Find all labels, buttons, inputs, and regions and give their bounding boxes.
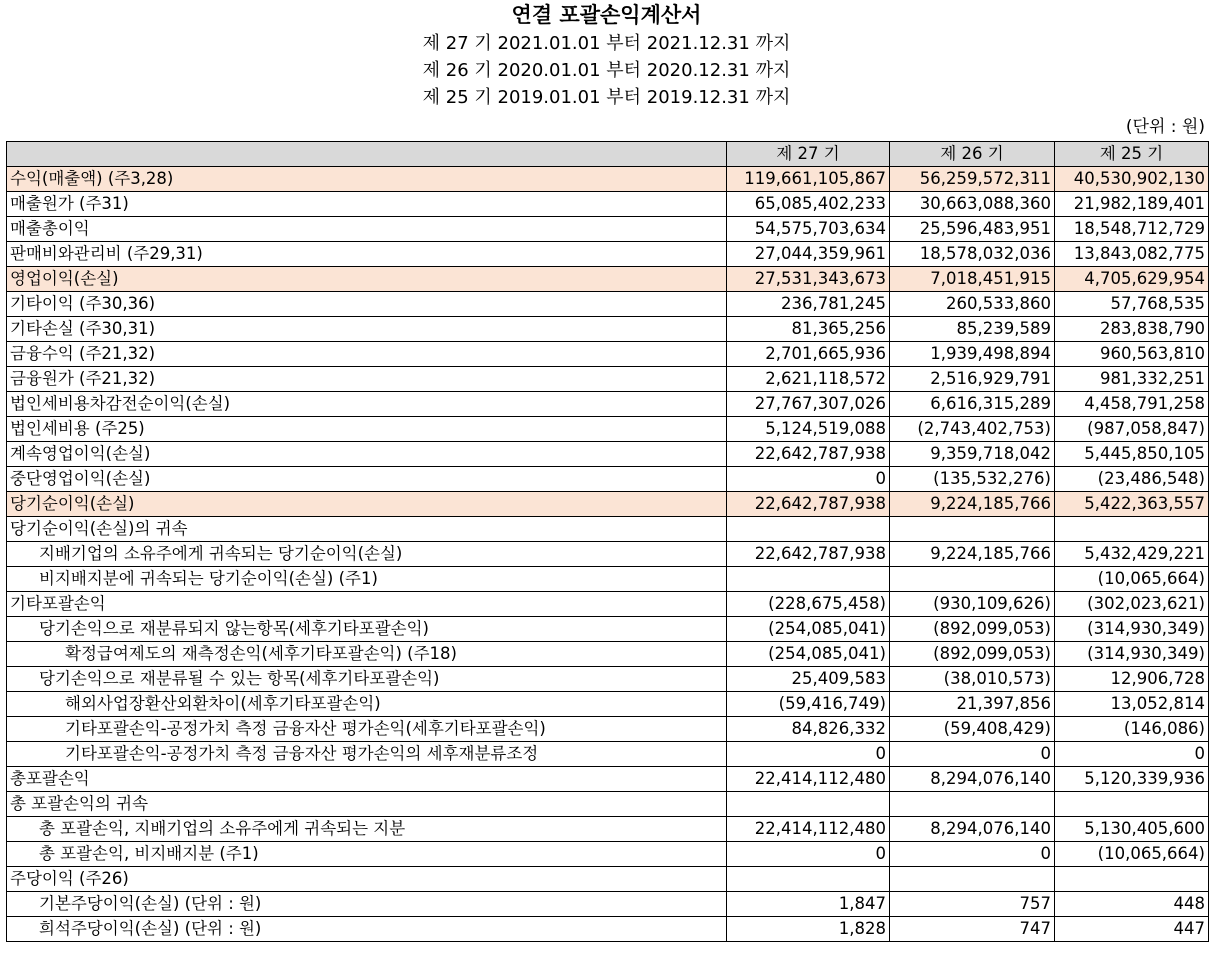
value-period-25: 981,332,251: [1055, 367, 1209, 392]
value-period-26: 9,359,718,042: [890, 442, 1055, 467]
value-period-27: 119,661,105,867: [727, 167, 890, 192]
value-period-25: [1055, 792, 1209, 817]
account-label: 중단영업이익(손실): [7, 467, 727, 492]
table-row: [7, 292, 1209, 317]
column-header-period-26: 제 26 기: [890, 142, 1055, 167]
value-period-27: 0: [727, 467, 890, 492]
table-row: [7, 367, 1209, 392]
value-period-26: (892,099,053): [890, 617, 1055, 642]
value-period-26: (59,408,429): [890, 717, 1055, 742]
table-row: [7, 592, 1209, 617]
value-period-27: 0: [727, 742, 890, 767]
column-header-account: [7, 142, 727, 167]
account-label: 비지배지분에 귀속되는 당기순이익(손실) (주1): [7, 567, 727, 592]
value-period-25: 13,052,814: [1055, 692, 1209, 717]
value-period-26: 8,294,076,140: [890, 817, 1055, 842]
table-row: [7, 767, 1209, 792]
value-period-25: 40,530,902,130: [1055, 167, 1209, 192]
table-row: [7, 192, 1209, 217]
table-row: [7, 242, 1209, 267]
value-period-25: (302,023,621): [1055, 592, 1209, 617]
value-period-26: (135,532,276): [890, 467, 1055, 492]
column-header-period-27: 제 27 기: [727, 142, 890, 167]
value-period-26: 85,239,589: [890, 317, 1055, 342]
value-period-26: (930,109,626): [890, 592, 1055, 617]
table-row: [7, 342, 1209, 367]
account-label: 희석주당이익(손실) (단위 : 원): [7, 917, 727, 942]
value-period-26: 757: [890, 892, 1055, 917]
value-period-26: (38,010,573): [890, 667, 1055, 692]
value-period-27: (254,085,041): [727, 642, 890, 667]
value-period-27: 65,085,402,233: [727, 192, 890, 217]
value-period-25: 4,705,629,954: [1055, 267, 1209, 292]
period-line-26: 제 26 기 2020.01.01 부터 2020.12.31 까지: [422, 60, 791, 81]
value-period-27: 22,414,112,480: [727, 817, 890, 842]
value-period-27: [727, 517, 890, 542]
value-period-25: 5,432,429,221: [1055, 542, 1209, 567]
account-label: 매출원가 (주31): [7, 192, 727, 217]
value-period-25: 21,982,189,401: [1055, 192, 1209, 217]
table-row: [7, 467, 1209, 492]
value-period-25: 5,445,850,105: [1055, 442, 1209, 467]
table-row: [7, 892, 1209, 917]
table-row: [7, 917, 1209, 942]
value-period-27: 1,828: [727, 917, 890, 942]
table-row: [7, 217, 1209, 242]
period-line-25: 제 25 기 2019.01.01 부터 2019.12.31 까지: [422, 87, 791, 108]
value-period-27: 27,531,343,673: [727, 267, 890, 292]
value-period-27: 84,826,332: [727, 717, 890, 742]
value-period-26: 747: [890, 917, 1055, 942]
account-label: 금융원가 (주21,32): [7, 367, 727, 392]
value-period-26: 25,596,483,951: [890, 217, 1055, 242]
account-label: 당기순이익(손실): [7, 492, 727, 517]
value-period-27: [727, 867, 890, 892]
value-period-25: 18,548,712,729: [1055, 217, 1209, 242]
table-row: [7, 642, 1209, 667]
value-period-26: 0: [890, 842, 1055, 867]
value-period-25: 13,843,082,775: [1055, 242, 1209, 267]
account-label: 총 포괄손익, 지배기업의 소유주에게 귀속되는 지분: [7, 817, 727, 842]
value-period-26: 2,516,929,791: [890, 367, 1055, 392]
value-period-27: 0: [727, 842, 890, 867]
value-period-25: 960,563,810: [1055, 342, 1209, 367]
account-label: 영업이익(손실): [7, 267, 727, 292]
value-period-27: 236,781,245: [727, 292, 890, 317]
account-label: 기타포괄손익: [7, 592, 727, 617]
value-period-26: 7,018,451,915: [890, 267, 1055, 292]
value-period-27: 2,621,118,572: [727, 367, 890, 392]
value-period-26: 9,224,185,766: [890, 492, 1055, 517]
value-period-26: [890, 867, 1055, 892]
column-header-period-25: 제 25 기: [1055, 142, 1209, 167]
value-period-25: 5,130,405,600: [1055, 817, 1209, 842]
value-period-27: [727, 567, 890, 592]
table-row: [7, 392, 1209, 417]
account-label: 수익(매출액) (주3,28): [7, 167, 727, 192]
value-period-27: (254,085,041): [727, 617, 890, 642]
table-row: [7, 167, 1209, 192]
account-label: 확정급여제도의 재측정손익(세후기타포괄손익) (주18): [7, 642, 727, 667]
value-period-26: (2,743,402,753): [890, 417, 1055, 442]
table-row: [7, 417, 1209, 442]
unit-label: (단위 : 원): [1125, 117, 1205, 137]
account-label: 총포괄손익: [7, 767, 727, 792]
table-row: [7, 667, 1209, 692]
table-row: [7, 842, 1209, 867]
account-label: 당기손익으로 재분류되지 않는항목(세후기타포괄손익): [7, 617, 727, 642]
account-label: 해외사업장환산외환차이(세후기타포괄손익): [7, 692, 727, 717]
value-period-26: 21,397,856: [890, 692, 1055, 717]
value-period-26: [890, 792, 1055, 817]
account-label: 기타포괄손익-공정가치 측정 금융자산 평가손익의 세후재분류조정: [7, 742, 727, 767]
value-period-27: 22,642,787,938: [727, 492, 890, 517]
account-label: 기본주당이익(손실) (단위 : 원): [7, 892, 727, 917]
table-row: [7, 692, 1209, 717]
value-period-25: [1055, 867, 1209, 892]
value-period-27: 2,701,665,936: [727, 342, 890, 367]
table-row: [7, 317, 1209, 342]
account-label: 계속영업이익(손실): [7, 442, 727, 467]
value-period-27: 54,575,703,634: [727, 217, 890, 242]
value-period-27: 22,642,787,938: [727, 442, 890, 467]
account-label: 기타포괄손익-공정가치 측정 금융자산 평가손익(세후기타포괄손익): [7, 717, 727, 742]
value-period-26: [890, 517, 1055, 542]
account-label: 당기손익으로 재분류될 수 있는 항목(세후기타포괄손익): [7, 667, 727, 692]
value-period-25: (10,065,664): [1055, 567, 1209, 592]
value-period-26: 8,294,076,140: [890, 767, 1055, 792]
value-period-26: (892,099,053): [890, 642, 1055, 667]
value-period-26: 18,578,032,036: [890, 242, 1055, 267]
period-line-27: 제 27 기 2021.01.01 부터 2021.12.31 까지: [422, 33, 791, 54]
value-period-25: 12,906,728: [1055, 667, 1209, 692]
value-period-25: (314,930,349): [1055, 642, 1209, 667]
account-label: 법인세비용 (주25): [7, 417, 727, 442]
account-label: 판매비와관리비 (주29,31): [7, 242, 727, 267]
table-row: [7, 442, 1209, 467]
value-period-27: 81,365,256: [727, 317, 890, 342]
value-period-26: 56,259,572,311: [890, 167, 1055, 192]
account-label: 당기순이익(손실)의 귀속: [7, 517, 727, 542]
value-period-25: 4,458,791,258: [1055, 392, 1209, 417]
table-row: [7, 542, 1209, 567]
value-period-26: 0: [890, 742, 1055, 767]
value-period-25: 5,422,363,557: [1055, 492, 1209, 517]
account-label: 금융수익 (주21,32): [7, 342, 727, 367]
account-label: 기타이익 (주30,36): [7, 292, 727, 317]
value-period-27: (59,416,749): [727, 692, 890, 717]
value-period-26: 30,663,088,360: [890, 192, 1055, 217]
value-period-25: (987,058,847): [1055, 417, 1209, 442]
value-period-26: [890, 567, 1055, 592]
value-period-25: [1055, 517, 1209, 542]
value-period-25: (146,086): [1055, 717, 1209, 742]
account-label: 법인세비용차감전순이익(손실): [7, 392, 727, 417]
table-row: [7, 267, 1209, 292]
table-row: [7, 567, 1209, 592]
value-period-27: 22,414,112,480: [727, 767, 890, 792]
table-row: [7, 817, 1209, 842]
value-period-27: 27,044,359,961: [727, 242, 890, 267]
value-period-25: 5,120,339,936: [1055, 767, 1209, 792]
value-period-25: (10,065,664): [1055, 842, 1209, 867]
value-period-25: (314,930,349): [1055, 617, 1209, 642]
income-statement-table: [6, 141, 1209, 942]
value-period-25: 447: [1055, 917, 1209, 942]
account-label: 총 포괄손익, 비지배지분 (주1): [7, 842, 727, 867]
value-period-25: (23,486,548): [1055, 467, 1209, 492]
table-row: [7, 742, 1209, 767]
value-period-27: [727, 792, 890, 817]
value-period-27: 27,767,307,026: [727, 392, 890, 417]
value-period-27: 25,409,583: [727, 667, 890, 692]
table-header-row: [7, 142, 1209, 167]
value-period-25: 57,768,535: [1055, 292, 1209, 317]
value-period-25: 0: [1055, 742, 1209, 767]
value-period-27: (228,675,458): [727, 592, 890, 617]
value-period-25: 448: [1055, 892, 1209, 917]
table-row: [7, 517, 1209, 542]
account-label: 총 포괄손익의 귀속: [7, 792, 727, 817]
value-period-25: 283,838,790: [1055, 317, 1209, 342]
table-row: [7, 492, 1209, 517]
account-label: 기타손실 (주30,31): [7, 317, 727, 342]
value-period-26: 1,939,498,894: [890, 342, 1055, 367]
table-row: [7, 617, 1209, 642]
value-period-26: 6,616,315,289: [890, 392, 1055, 417]
value-period-27: 5,124,519,088: [727, 417, 890, 442]
table-row: [7, 717, 1209, 742]
value-period-27: 1,847: [727, 892, 890, 917]
account-label: 지배기업의 소유주에게 귀속되는 당기순이익(손실): [7, 542, 727, 567]
account-label: 주당이익 (주26): [7, 867, 727, 892]
value-period-27: 22,642,787,938: [727, 542, 890, 567]
table-body: [7, 167, 1209, 942]
table-row: [7, 792, 1209, 817]
account-label: 매출총이익: [7, 217, 727, 242]
statement-title: 연결 포괄손익계산서: [511, 3, 702, 27]
value-period-26: 260,533,860: [890, 292, 1055, 317]
table-row: [7, 867, 1209, 892]
value-period-26: 9,224,185,766: [890, 542, 1055, 567]
